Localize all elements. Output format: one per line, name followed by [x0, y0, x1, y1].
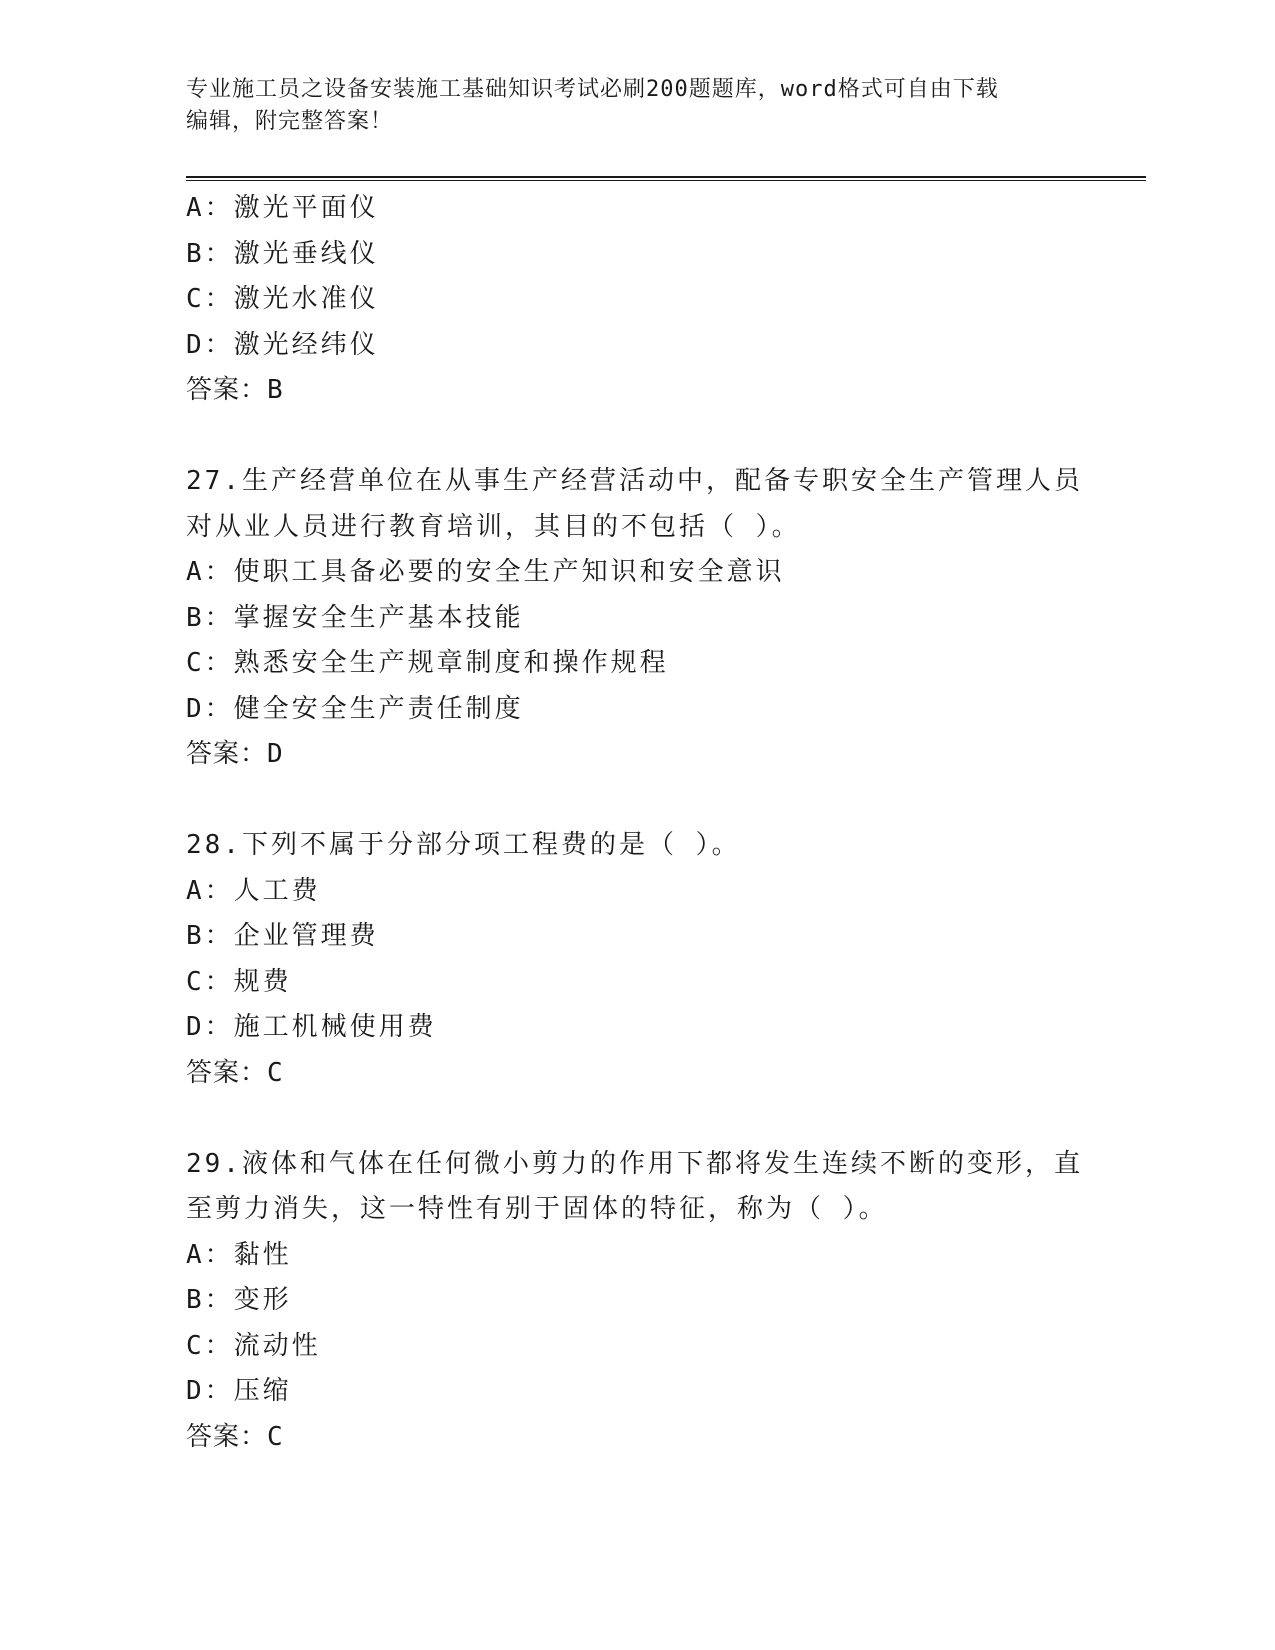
document-header	[186, 74, 1066, 138]
question-28	[186, 823, 1086, 1096]
header-title-line-2: 编辑，附完整答案！	[186, 109, 394, 134]
answer: 答案：B	[186, 375, 284, 405]
option-b: B：掌握安全生产基本技能	[186, 602, 524, 633]
answer: 答案：D	[186, 739, 284, 769]
option-a: A：使职工具备必要的安全生产知识和安全意识	[186, 557, 785, 587]
header-divider	[186, 176, 1146, 181]
question-29	[186, 1142, 1086, 1461]
question-stem: 27.生产经营单位在从事生产经营活动中，配备专职安全生产管理人员	[186, 466, 1083, 496]
option-d: D：健全安全生产责任制度	[186, 693, 524, 724]
question-stem: 29.液体和气体在任何微小剪力的作用下都将发生连续不断的变形，直	[186, 1148, 1083, 1179]
header-title-line-1: 专业施工员之设备安装施工基础知识考试必刷200题题库，word格式可自由下载	[186, 77, 999, 102]
option-c: C：规费	[186, 966, 292, 997]
option-d: D：压缩	[186, 1376, 292, 1406]
option-b: B：激光垂线仪	[186, 238, 379, 269]
question-list	[186, 186, 1086, 1460]
question-26	[186, 186, 1086, 414]
option-a: A：人工费	[186, 875, 321, 906]
option-c: C：熟悉安全生产规章制度和操作规程	[186, 648, 669, 678]
question-27	[186, 459, 1086, 778]
option-c: C：激光水准仪	[186, 284, 379, 314]
option-a: A：激光平面仪	[186, 193, 379, 223]
answer: 答案：C	[186, 1421, 284, 1452]
option-c: C：流动性	[186, 1330, 321, 1361]
answer: 答案：C	[186, 1057, 284, 1088]
option-b: B：企业管理费	[186, 921, 379, 951]
question-stem: 至剪力消失，这一特性有别于固体的特征，称为（ ）。	[186, 1194, 888, 1224]
option-d: D：施工机械使用费	[186, 1012, 437, 1042]
question-stem: 28.下列不属于分部分项工程费的是（ ）。	[186, 830, 741, 860]
option-a: A：黏性	[186, 1239, 292, 1270]
option-d: D：激光经纬仪	[186, 329, 379, 360]
option-b: B：变形	[186, 1285, 292, 1315]
question-stem: 对从业人员进行教育培训，其目的不包括（ ）。	[186, 511, 801, 542]
